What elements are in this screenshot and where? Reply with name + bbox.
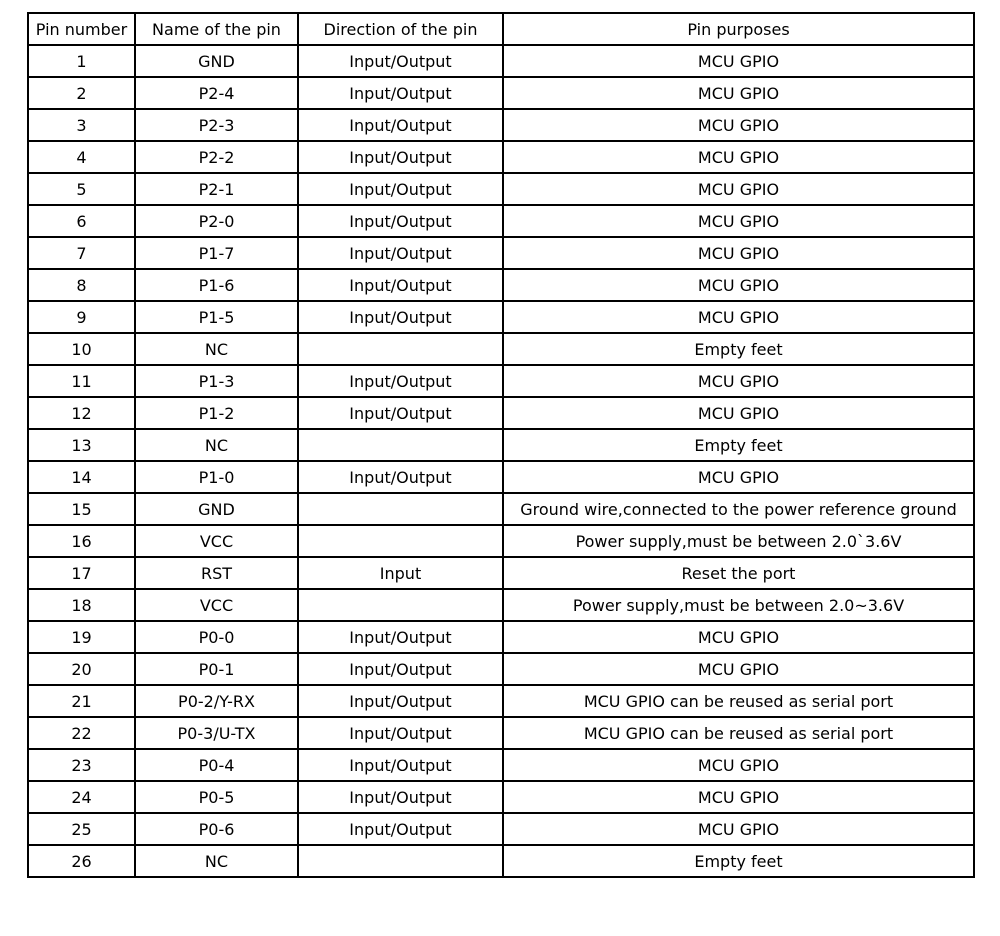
pin-number-cell: 26 [28, 845, 135, 877]
pin-purpose-cell: MCU GPIO [503, 813, 974, 845]
table-row [28, 493, 974, 525]
pin-name-cell: P0-6 [135, 813, 298, 845]
pin-direction-cell: Input/Output [298, 269, 503, 301]
header-row [28, 13, 974, 45]
pin-purpose-cell: MCU GPIO [503, 109, 974, 141]
pin-name-cell: P2-2 [135, 141, 298, 173]
pin-purpose-cell: MCU GPIO [503, 269, 974, 301]
pin-number-cell: 23 [28, 749, 135, 781]
table-row [28, 429, 974, 461]
pin-number-cell: 7 [28, 237, 135, 269]
table-row [28, 301, 974, 333]
pin-number-cell: 19 [28, 621, 135, 653]
pin-name-cell: P0-5 [135, 781, 298, 813]
pin-direction-cell [298, 589, 503, 621]
pin-number-cell: 8 [28, 269, 135, 301]
pin-name-cell: VCC [135, 589, 298, 621]
pin-number-cell: 4 [28, 141, 135, 173]
pin-purpose-cell: MCU GPIO can be reused as serial port [503, 717, 974, 749]
pin-direction-cell: Input/Output [298, 77, 503, 109]
pin-purpose-cell: Empty feet [503, 429, 974, 461]
pin-direction-cell: Input/Output [298, 237, 503, 269]
table-row [28, 781, 974, 813]
pin-direction-cell: Input/Output [298, 685, 503, 717]
pin-purpose-cell: Empty feet [503, 845, 974, 877]
pin-direction-cell: Input/Output [298, 301, 503, 333]
table-row [28, 77, 974, 109]
pin-purpose-cell: MCU GPIO [503, 365, 974, 397]
table-row [28, 109, 974, 141]
pin-purpose-cell: MCU GPIO [503, 653, 974, 685]
pin-purpose-cell: MCU GPIO [503, 237, 974, 269]
table-row [28, 845, 974, 877]
pin-direction-cell [298, 429, 503, 461]
table-row [28, 589, 974, 621]
pin-number-cell: 5 [28, 173, 135, 205]
pin-number-cell: 14 [28, 461, 135, 493]
pin-number-cell: 10 [28, 333, 135, 365]
pin-name-cell: P1-6 [135, 269, 298, 301]
pin-direction-cell [298, 333, 503, 365]
pin-purpose-cell: MCU GPIO [503, 205, 974, 237]
pin-purpose-cell: Ground wire,connected to the power reference ground [503, 493, 974, 525]
pin-name-cell: VCC [135, 525, 298, 557]
pin-number-cell: 11 [28, 365, 135, 397]
pin-direction-cell: Input/Output [298, 653, 503, 685]
pin-direction-cell: Input/Output [298, 621, 503, 653]
pin-name-cell: RST [135, 557, 298, 589]
pin-name-cell: P1-3 [135, 365, 298, 397]
table-row [28, 621, 974, 653]
table-row [28, 749, 974, 781]
table-row [28, 685, 974, 717]
pin-name-cell: P2-1 [135, 173, 298, 205]
header-pin-number: Pin number [28, 13, 135, 45]
pin-purpose-cell: MCU GPIO [503, 301, 974, 333]
pin-number-cell: 17 [28, 557, 135, 589]
pin-purpose-cell: MCU GPIO [503, 781, 974, 813]
pin-purpose-cell: MCU GPIO [503, 45, 974, 77]
pin-direction-cell [298, 493, 503, 525]
table-row [28, 269, 974, 301]
table-row [28, 557, 974, 589]
pin-number-cell: 9 [28, 301, 135, 333]
pin-purpose-cell: MCU GPIO can be reused as serial port [503, 685, 974, 717]
pin-direction-cell: Input/Output [298, 205, 503, 237]
pin-direction-cell: Input [298, 557, 503, 589]
table-row [28, 461, 974, 493]
pin-purpose-cell: Empty feet [503, 333, 974, 365]
pin-direction-cell: Input/Output [298, 749, 503, 781]
pin-name-cell: P1-7 [135, 237, 298, 269]
pin-number-cell: 6 [28, 205, 135, 237]
pin-number-cell: 18 [28, 589, 135, 621]
pin-number-cell: 1 [28, 45, 135, 77]
header-pin-name: Name of the pin [135, 13, 298, 45]
pin-number-cell: 25 [28, 813, 135, 845]
pin-name-cell: P1-0 [135, 461, 298, 493]
header-pin-direction: Direction of the pin [298, 13, 503, 45]
pin-name-cell: P0-3/U-TX [135, 717, 298, 749]
pin-number-cell: 12 [28, 397, 135, 429]
pin-purpose-cell: MCU GPIO [503, 173, 974, 205]
pin-name-cell: P2-3 [135, 109, 298, 141]
header-pin-purpose: Pin purposes [503, 13, 974, 45]
pin-direction-cell [298, 525, 503, 557]
pin-direction-cell: Input/Output [298, 141, 503, 173]
pin-name-cell: P1-2 [135, 397, 298, 429]
pin-number-cell: 21 [28, 685, 135, 717]
pin-name-cell: NC [135, 429, 298, 461]
pin-name-cell: NC [135, 333, 298, 365]
table-row [28, 333, 974, 365]
pin-purpose-cell: MCU GPIO [503, 77, 974, 109]
pin-name-cell: GND [135, 493, 298, 525]
pin-name-cell: P2-0 [135, 205, 298, 237]
pin-purpose-cell: Power supply,must be between 2.0~3.6V [503, 589, 974, 621]
pin-number-cell: 15 [28, 493, 135, 525]
pin-name-cell: NC [135, 845, 298, 877]
pin-direction-cell: Input/Output [298, 781, 503, 813]
pin-number-cell: 13 [28, 429, 135, 461]
table-row [28, 141, 974, 173]
table-row [28, 653, 974, 685]
table-row [28, 173, 974, 205]
pin-name-cell: P1-5 [135, 301, 298, 333]
pin-number-cell: 2 [28, 77, 135, 109]
pin-purpose-cell: MCU GPIO [503, 461, 974, 493]
pin-direction-cell: Input/Output [298, 109, 503, 141]
pin-direction-cell: Input/Output [298, 365, 503, 397]
pin-purpose-cell: Reset the port [503, 557, 974, 589]
pin-direction-cell: Input/Output [298, 461, 503, 493]
table-row [28, 45, 974, 77]
pin-purpose-cell: MCU GPIO [503, 621, 974, 653]
table-row [28, 717, 974, 749]
pin-table [27, 12, 975, 878]
pin-number-cell: 3 [28, 109, 135, 141]
pin-direction-cell: Input/Output [298, 813, 503, 845]
pin-number-cell: 22 [28, 717, 135, 749]
pin-name-cell: P0-4 [135, 749, 298, 781]
pin-number-cell: 24 [28, 781, 135, 813]
pin-number-cell: 20 [28, 653, 135, 685]
table-row [28, 365, 974, 397]
table-row [28, 205, 974, 237]
pin-name-cell: P0-1 [135, 653, 298, 685]
pin-purpose-cell: MCU GPIO [503, 141, 974, 173]
pin-purpose-cell: MCU GPIO [503, 749, 974, 781]
pin-number-cell: 16 [28, 525, 135, 557]
pin-direction-cell: Input/Output [298, 717, 503, 749]
pin-purpose-cell: Power supply,must be between 2.0`3.6V [503, 525, 974, 557]
pin-name-cell: GND [135, 45, 298, 77]
pin-direction-cell: Input/Output [298, 173, 503, 205]
pin-purpose-cell: MCU GPIO [503, 397, 974, 429]
pin-name-cell: P0-2/Y-RX [135, 685, 298, 717]
table-row [28, 525, 974, 557]
table-row [28, 397, 974, 429]
pin-name-cell: P0-0 [135, 621, 298, 653]
table-row [28, 237, 974, 269]
pin-direction-cell [298, 845, 503, 877]
pin-name-cell: P2-4 [135, 77, 298, 109]
table-row [28, 813, 974, 845]
pin-direction-cell: Input/Output [298, 397, 503, 429]
pin-direction-cell: Input/Output [298, 45, 503, 77]
